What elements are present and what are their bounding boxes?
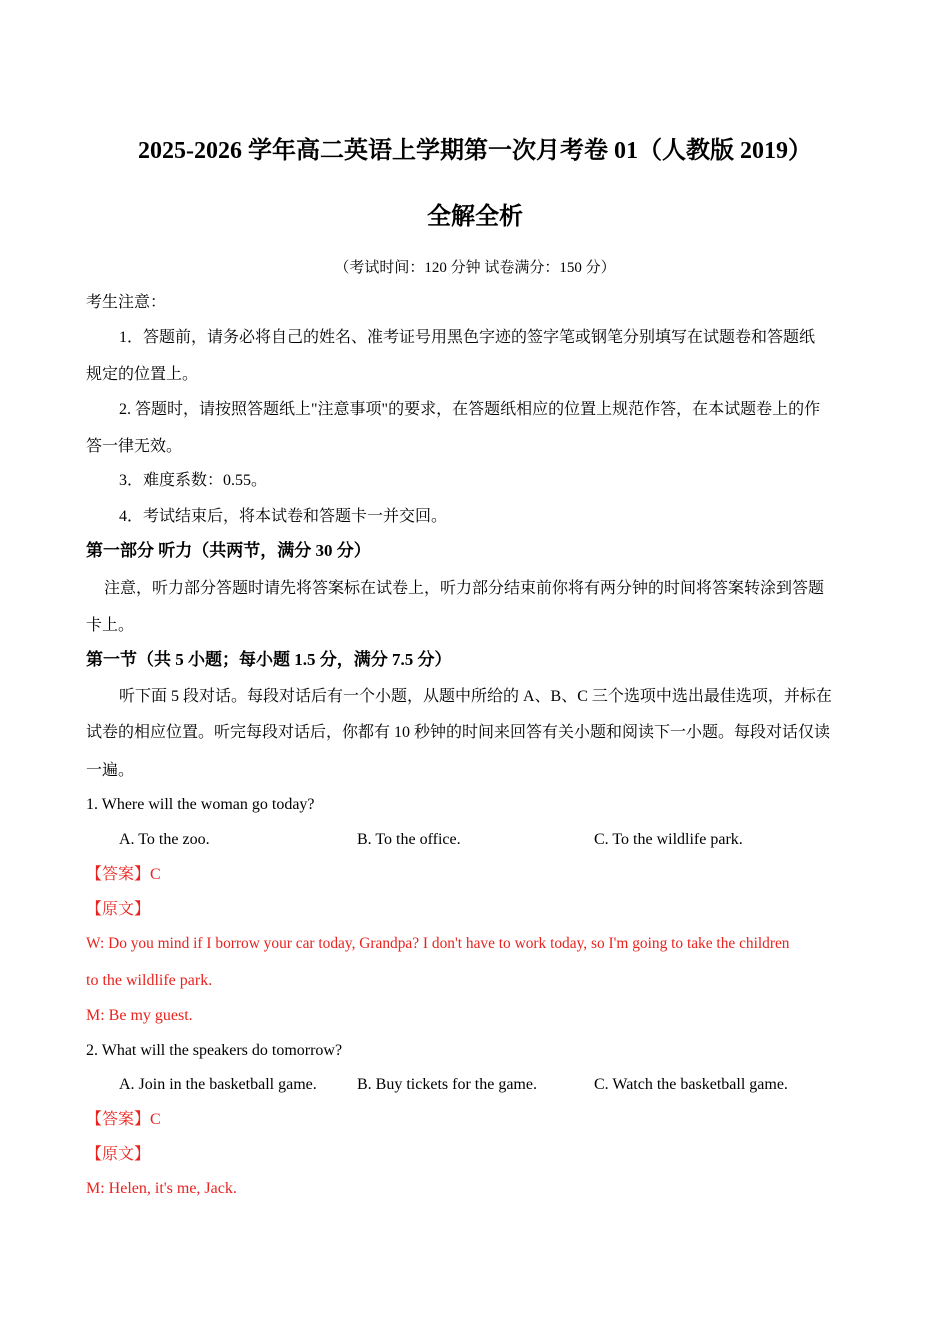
question-2-option-b: B. Buy tickets for the game. (357, 1076, 537, 1093)
question-2-text: 2. What will the speakers do tomorrow? (86, 1042, 343, 1059)
question-1-script-line-1: W: Do you mind if I borrow your car today, Grandpa? I don't have to work today, so I'm going to take the children (86, 935, 790, 952)
notice-item-1-line-1: 1．答题前，请务必将自己的姓名、准考证号用黑色字迹的签字笔或钢笔分别填写在试题卷和答题纸 (119, 329, 816, 346)
question-1-text: 1. Where will the woman go today? (86, 796, 315, 813)
question-1-option-a: A. To the zoo. (119, 831, 210, 848)
notice-item-2-line-1: 2. 答题时，请按照答题纸上"注意事项"的要求，在答题纸相应的位置上规范作答，在本试题卷上的作 (119, 401, 821, 418)
document-title: 2025-2026 学年高二英语上学期第一次月考卷 01（人教版 2019） (138, 138, 812, 164)
notice-item-1-line-2: 规定的位置上。 (86, 366, 199, 383)
notice-item-2-line-2: 答一律无效。 (86, 438, 183, 455)
notice-item-3: 3．难度系数：0.55。 (119, 472, 268, 489)
section1-intro-line-2: 试卷的相应位置。听完每段对话后，你都有 10 秒钟的时间来回答有关小题和阅读下一小题。每段对话仅读 (86, 724, 831, 741)
question-2-script-line-1: M: Helen, it's me, Jack. (86, 1180, 237, 1197)
section1-intro-line-1: 听下面 5 段对话。每段对话后有一个小题，从题中所给的 A、B、C 三个选项中选出最佳选项，并标在 (119, 688, 832, 705)
notice-heading: 考生注意： (86, 294, 167, 311)
question-1-script-line-3: M: Be my guest. (86, 1007, 193, 1024)
section1-intro-line-3: 一遍。 (86, 762, 135, 779)
question-2-option-a: A. Join in the basketball game. (119, 1076, 317, 1093)
question-1-answer: 【答案】C (86, 866, 161, 883)
question-1-script-line-2: to the wildlife park. (86, 972, 213, 989)
question-1-option-c: C. To the wildlife park. (594, 831, 743, 848)
question-1-script-label: 【原文】 (86, 901, 151, 918)
part1-heading: 第一部分 听力（共两节，满分 30 分） (86, 541, 371, 560)
section1-heading: 第一节（共 5 小题；每小题 1.5 分，满分 7.5 分） (86, 650, 452, 669)
question-2-option-c: C. Watch the basketball game. (594, 1076, 788, 1093)
document-subtitle: 全解全析 (427, 204, 523, 230)
question-2-script-label: 【原文】 (86, 1146, 151, 1163)
notice-item-4: 4．考试结束后，将本试卷和答题卡一并交回。 (119, 508, 448, 525)
question-1-option-b: B. To the office. (357, 831, 461, 848)
part1-note-line-1: 注意，听力部分答题时请先将答案标在试卷上，听力部分结束前你将有两分钟的时间将答案转涂到答题 (104, 580, 825, 597)
question-2-answer: 【答案】C (86, 1111, 161, 1128)
exam-info: （考试时间：120 分钟 试卷满分：150 分） (334, 260, 616, 276)
part1-note-line-2: 卡上。 (86, 617, 135, 634)
